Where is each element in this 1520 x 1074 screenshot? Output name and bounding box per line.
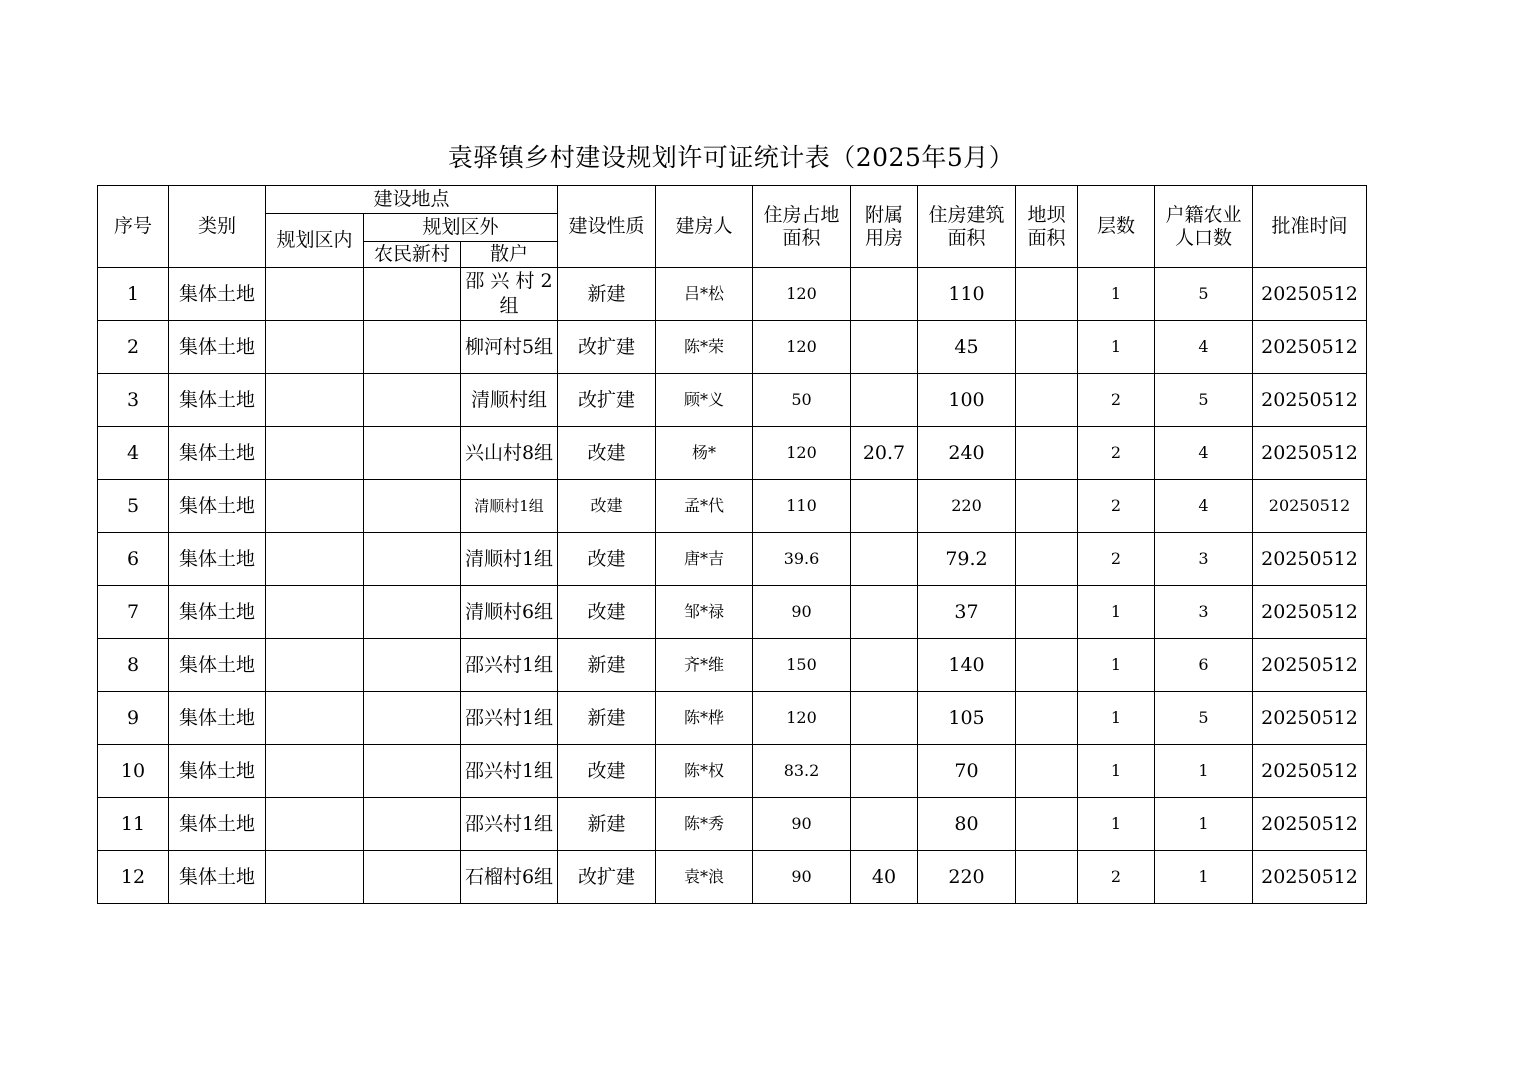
cell-category: 集体土地 bbox=[169, 321, 266, 374]
cell-floors: 1 bbox=[1078, 586, 1155, 639]
cell-yard-area bbox=[1016, 268, 1078, 321]
cell-approval: 20250512 bbox=[1253, 268, 1367, 321]
cell-seq: 1 bbox=[98, 268, 169, 321]
cell-floors: 1 bbox=[1078, 268, 1155, 321]
header-approval: 批准时间 bbox=[1253, 186, 1367, 268]
cell-new-village bbox=[364, 586, 461, 639]
cell-floors: 1 bbox=[1078, 321, 1155, 374]
cell-category: 集体土地 bbox=[169, 586, 266, 639]
cell-seq: 7 bbox=[98, 586, 169, 639]
cell-yard-area bbox=[1016, 586, 1078, 639]
header-floors: 层数 bbox=[1078, 186, 1155, 268]
cell-approval: 20250512 bbox=[1253, 639, 1367, 692]
cell-land-area: 150 bbox=[753, 639, 851, 692]
cell-in-plan bbox=[266, 268, 364, 321]
cell-nature: 新建 bbox=[558, 268, 656, 321]
cell-new-village bbox=[364, 533, 461, 586]
cell-seq: 9 bbox=[98, 692, 169, 745]
cell-new-village bbox=[364, 374, 461, 427]
cell-new-village bbox=[364, 427, 461, 480]
cell-floors: 2 bbox=[1078, 480, 1155, 533]
cell-annex bbox=[851, 533, 918, 586]
cell-category: 集体土地 bbox=[169, 533, 266, 586]
cell-new-village bbox=[364, 745, 461, 798]
cell-seq: 8 bbox=[98, 639, 169, 692]
header-scattered: 散户 bbox=[461, 242, 558, 268]
cell-scattered: 清顺村1组 bbox=[461, 480, 558, 533]
cell-nature: 改建 bbox=[558, 745, 656, 798]
cell-floors: 2 bbox=[1078, 427, 1155, 480]
cell-in-plan bbox=[266, 586, 364, 639]
cell-builder: 邹*禄 bbox=[656, 586, 753, 639]
cell-approval: 20250512 bbox=[1253, 586, 1367, 639]
cell-yard-area bbox=[1016, 639, 1078, 692]
cell-building-area: 70 bbox=[918, 745, 1016, 798]
header-location: 建设地点 bbox=[266, 186, 558, 214]
cell-building-area: 105 bbox=[918, 692, 1016, 745]
cell-land-area: 120 bbox=[753, 427, 851, 480]
cell-in-plan bbox=[266, 480, 364, 533]
cell-building-area: 240 bbox=[918, 427, 1016, 480]
cell-population: 3 bbox=[1155, 586, 1253, 639]
header-population: 户籍农业人口数 bbox=[1155, 186, 1253, 268]
cell-in-plan bbox=[266, 692, 364, 745]
cell-builder: 顾*义 bbox=[656, 374, 753, 427]
cell-yard-area bbox=[1016, 374, 1078, 427]
cell-category: 集体土地 bbox=[169, 374, 266, 427]
header-land-area: 住房占地面积 bbox=[753, 186, 851, 268]
cell-approval: 20250512 bbox=[1253, 692, 1367, 745]
cell-in-plan bbox=[266, 798, 364, 851]
cell-approval: 20250512 bbox=[1253, 798, 1367, 851]
cell-category: 集体土地 bbox=[169, 639, 266, 692]
cell-builder: 陈*桦 bbox=[656, 692, 753, 745]
cell-builder: 陈*秀 bbox=[656, 798, 753, 851]
cell-land-area: 120 bbox=[753, 321, 851, 374]
cell-population: 5 bbox=[1155, 374, 1253, 427]
cell-floors: 1 bbox=[1078, 798, 1155, 851]
cell-yard-area bbox=[1016, 533, 1078, 586]
cell-land-area: 90 bbox=[753, 851, 851, 904]
cell-nature: 改建 bbox=[558, 533, 656, 586]
cell-scattered: 邵 兴 村 2组 bbox=[461, 268, 558, 321]
cell-scattered: 邵兴村1组 bbox=[461, 692, 558, 745]
cell-yard-area bbox=[1016, 692, 1078, 745]
cell-new-village bbox=[364, 268, 461, 321]
cell-annex bbox=[851, 480, 918, 533]
cell-land-area: 83.2 bbox=[753, 745, 851, 798]
cell-nature: 新建 bbox=[558, 639, 656, 692]
cell-building-area: 110 bbox=[918, 268, 1016, 321]
cell-population: 6 bbox=[1155, 639, 1253, 692]
cell-population: 4 bbox=[1155, 480, 1253, 533]
cell-seq: 3 bbox=[98, 374, 169, 427]
cell-population: 4 bbox=[1155, 321, 1253, 374]
cell-population: 1 bbox=[1155, 745, 1253, 798]
cell-population: 5 bbox=[1155, 268, 1253, 321]
cell-builder: 陈*荣 bbox=[656, 321, 753, 374]
cell-category: 集体土地 bbox=[169, 745, 266, 798]
cell-scattered: 柳河村5组 bbox=[461, 321, 558, 374]
permit-statistics-table bbox=[97, 185, 1367, 904]
cell-annex bbox=[851, 798, 918, 851]
cell-land-area: 50 bbox=[753, 374, 851, 427]
table-row bbox=[98, 745, 1367, 798]
cell-in-plan bbox=[266, 851, 364, 904]
cell-scattered: 清顺村6组 bbox=[461, 586, 558, 639]
cell-seq: 11 bbox=[98, 798, 169, 851]
cell-yard-area bbox=[1016, 851, 1078, 904]
cell-land-area: 120 bbox=[753, 268, 851, 321]
cell-seq: 2 bbox=[98, 321, 169, 374]
cell-scattered: 石榴村6组 bbox=[461, 851, 558, 904]
cell-approval: 20250512 bbox=[1253, 374, 1367, 427]
page-title: 袁驿镇乡村建设规划许可证统计表（2025年5月） bbox=[447, 143, 1015, 172]
cell-in-plan bbox=[266, 374, 364, 427]
table-row bbox=[98, 374, 1367, 427]
header-in-plan: 规划区内 bbox=[266, 214, 364, 268]
table-row bbox=[98, 427, 1367, 480]
cell-annex: 40 bbox=[851, 851, 918, 904]
cell-approval: 20250512 bbox=[1253, 851, 1367, 904]
cell-scattered: 兴山村8组 bbox=[461, 427, 558, 480]
cell-category: 集体土地 bbox=[169, 692, 266, 745]
header-category: 类别 bbox=[169, 186, 266, 268]
cell-land-area: 90 bbox=[753, 586, 851, 639]
cell-building-area: 140 bbox=[918, 639, 1016, 692]
cell-population: 1 bbox=[1155, 851, 1253, 904]
cell-floors: 2 bbox=[1078, 374, 1155, 427]
cell-new-village bbox=[364, 851, 461, 904]
header-building-area: 住房建筑面积 bbox=[918, 186, 1016, 268]
cell-yard-area bbox=[1016, 480, 1078, 533]
cell-new-village bbox=[364, 692, 461, 745]
cell-builder: 陈*权 bbox=[656, 745, 753, 798]
cell-category: 集体土地 bbox=[169, 268, 266, 321]
cell-in-plan bbox=[266, 639, 364, 692]
cell-scattered: 清顺村1组 bbox=[461, 533, 558, 586]
table-row bbox=[98, 692, 1367, 745]
cell-new-village bbox=[364, 798, 461, 851]
cell-building-area: 100 bbox=[918, 374, 1016, 427]
table-row bbox=[98, 586, 1367, 639]
cell-annex bbox=[851, 374, 918, 427]
cell-annex bbox=[851, 586, 918, 639]
cell-yard-area bbox=[1016, 745, 1078, 798]
table-row bbox=[98, 639, 1367, 692]
cell-nature: 改扩建 bbox=[558, 321, 656, 374]
table-row bbox=[98, 533, 1367, 586]
cell-nature: 改建 bbox=[558, 480, 656, 533]
cell-nature: 新建 bbox=[558, 692, 656, 745]
cell-building-area: 79.2 bbox=[918, 533, 1016, 586]
table-row bbox=[98, 798, 1367, 851]
cell-seq: 10 bbox=[98, 745, 169, 798]
cell-builder: 孟*代 bbox=[656, 480, 753, 533]
table-body bbox=[98, 268, 1367, 904]
cell-nature: 新建 bbox=[558, 798, 656, 851]
cell-nature: 改扩建 bbox=[558, 374, 656, 427]
cell-scattered: 邵兴村1组 bbox=[461, 639, 558, 692]
table-row bbox=[98, 321, 1367, 374]
cell-approval: 20250512 bbox=[1253, 321, 1367, 374]
cell-seq: 12 bbox=[98, 851, 169, 904]
cell-builder: 唐*吉 bbox=[656, 533, 753, 586]
cell-seq: 4 bbox=[98, 427, 169, 480]
cell-scattered: 邵兴村1组 bbox=[461, 798, 558, 851]
table-row bbox=[98, 851, 1367, 904]
cell-yard-area bbox=[1016, 321, 1078, 374]
cell-building-area: 45 bbox=[918, 321, 1016, 374]
table-row bbox=[98, 480, 1367, 533]
cell-building-area: 37 bbox=[918, 586, 1016, 639]
cell-annex bbox=[851, 639, 918, 692]
cell-builder: 袁*浪 bbox=[656, 851, 753, 904]
cell-approval: 20250512 bbox=[1253, 533, 1367, 586]
cell-annex: 20.7 bbox=[851, 427, 918, 480]
cell-approval: 20250512 bbox=[1253, 427, 1367, 480]
table-row bbox=[98, 268, 1367, 321]
cell-new-village bbox=[364, 480, 461, 533]
cell-floors: 1 bbox=[1078, 745, 1155, 798]
cell-land-area: 120 bbox=[753, 692, 851, 745]
cell-population: 5 bbox=[1155, 692, 1253, 745]
header-new-village: 农民新村 bbox=[364, 242, 461, 268]
cell-scattered: 清顺村组 bbox=[461, 374, 558, 427]
cell-new-village bbox=[364, 321, 461, 374]
header-yard-area: 地坝面积 bbox=[1016, 186, 1078, 268]
cell-scattered: 邵兴村1组 bbox=[461, 745, 558, 798]
cell-nature: 改建 bbox=[558, 427, 656, 480]
cell-floors: 1 bbox=[1078, 692, 1155, 745]
cell-builder: 齐*维 bbox=[656, 639, 753, 692]
header-nature: 建设性质 bbox=[558, 186, 656, 268]
cell-seq: 6 bbox=[98, 533, 169, 586]
cell-in-plan bbox=[266, 321, 364, 374]
cell-annex bbox=[851, 321, 918, 374]
cell-in-plan bbox=[266, 427, 364, 480]
cell-building-area: 80 bbox=[918, 798, 1016, 851]
cell-nature: 改建 bbox=[558, 586, 656, 639]
cell-building-area: 220 bbox=[918, 480, 1016, 533]
cell-annex bbox=[851, 268, 918, 321]
cell-approval: 20250512 bbox=[1253, 480, 1367, 533]
cell-annex bbox=[851, 692, 918, 745]
cell-land-area: 39.6 bbox=[753, 533, 851, 586]
cell-in-plan bbox=[266, 533, 364, 586]
cell-builder: 杨* bbox=[656, 427, 753, 480]
cell-floors: 1 bbox=[1078, 639, 1155, 692]
header-seq: 序号 bbox=[98, 186, 169, 268]
cell-population: 4 bbox=[1155, 427, 1253, 480]
cell-land-area: 90 bbox=[753, 798, 851, 851]
cell-category: 集体土地 bbox=[169, 427, 266, 480]
cell-category: 集体土地 bbox=[169, 480, 266, 533]
header-annex: 附属用房 bbox=[851, 186, 918, 268]
cell-builder: 吕*松 bbox=[656, 268, 753, 321]
cell-yard-area bbox=[1016, 798, 1078, 851]
cell-population: 3 bbox=[1155, 533, 1253, 586]
cell-in-plan bbox=[266, 745, 364, 798]
cell-population: 1 bbox=[1155, 798, 1253, 851]
cell-approval: 20250512 bbox=[1253, 745, 1367, 798]
cell-floors: 2 bbox=[1078, 533, 1155, 586]
cell-land-area: 110 bbox=[753, 480, 851, 533]
cell-yard-area bbox=[1016, 427, 1078, 480]
cell-building-area: 220 bbox=[918, 851, 1016, 904]
cell-new-village bbox=[364, 639, 461, 692]
cell-floors: 2 bbox=[1078, 851, 1155, 904]
header-builder: 建房人 bbox=[656, 186, 753, 268]
cell-category: 集体土地 bbox=[169, 798, 266, 851]
cell-seq: 5 bbox=[98, 480, 169, 533]
cell-nature: 改扩建 bbox=[558, 851, 656, 904]
cell-annex bbox=[851, 745, 918, 798]
cell-category: 集体土地 bbox=[169, 851, 266, 904]
header-out-plan: 规划区外 bbox=[364, 214, 558, 242]
